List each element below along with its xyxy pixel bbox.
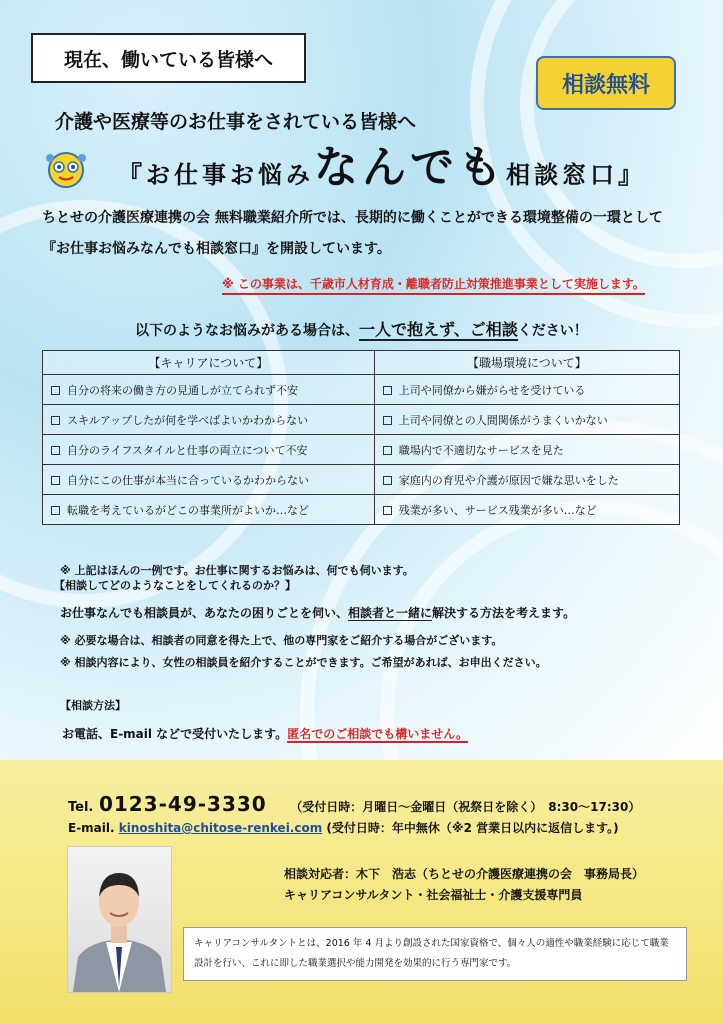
table-cell — [374, 435, 679, 465]
example-note: ※ 上記はほんの一例です。お仕事に関するお悩みは、何でも伺います。 — [60, 564, 414, 577]
person-portrait-icon — [68, 847, 171, 992]
title-close: 相談窓口』 — [506, 161, 646, 189]
subtitle: 介護や医療等のお仕事をされている皆様へ — [55, 111, 417, 133]
answer-emphasis: 相談者と一緒に — [348, 606, 433, 620]
table-cell — [374, 495, 679, 525]
consult-prompt — [135, 317, 588, 340]
cell-text: 上司や同僚から嫌がらせを受けている — [398, 383, 586, 397]
cell-text: 残業が多い、サービス残業が多い…など — [398, 503, 597, 517]
career-consultant-definition — [183, 927, 687, 981]
table-row — [43, 495, 680, 525]
email-label: E-mail. — [68, 821, 115, 835]
table-row — [43, 375, 680, 405]
checkbox-icon — [51, 386, 60, 395]
table-cell — [43, 405, 375, 435]
definition-line-2: 設計を行い、これに即した職業選択や能力開発を効果的に行う専門家です。 — [194, 958, 517, 969]
cell-text: 自分のライフスタイルと仕事の両立について不安 — [67, 443, 308, 457]
checkbox-icon — [383, 476, 392, 485]
page-title — [118, 140, 646, 193]
staff-info — [284, 864, 644, 906]
referral-note: ※ 必要な場合は、相談者の同意を得た上で、他の専門家をご紹介する場合がございます。 — [60, 634, 503, 647]
email-hours: (受付日時：年中無休（※2 営業日以内に返信します。) — [326, 821, 619, 835]
table-cell — [43, 465, 375, 495]
table-header-row — [43, 351, 680, 375]
female-counselor-note: ※ 相談内容により、女性の相談員を紹介することができます。ご希望があれば、お申出ください。 — [60, 656, 547, 669]
service-heading: 【相談してどのようなことをしてくれるのか？】 — [54, 579, 296, 592]
cell-text: 自分にこの仕事が本当に合っているかわからない — [67, 473, 309, 487]
checkbox-icon — [51, 416, 60, 425]
cell-text: 職場内で不適切なサービスを見た — [398, 443, 564, 457]
cell-text: 家庭内の育児や介護が原因で嫌な思いをした — [398, 473, 619, 487]
checkbox-icon — [383, 506, 392, 515]
concerns-table — [42, 350, 680, 525]
table-cell — [374, 375, 679, 405]
table-header-workplace: 【職場環境について】 — [374, 351, 679, 375]
answer-after: 解決する方法を考えます。 — [432, 606, 576, 620]
checkbox-icon — [383, 386, 392, 395]
table-row — [43, 405, 680, 435]
staff-photo — [67, 846, 172, 993]
mascot-icon — [44, 150, 88, 190]
tel-hours: （受付日時：月曜日〜金曜日（祝祭日を除く） 8:30〜17:30） — [290, 800, 641, 814]
table-row — [43, 435, 680, 465]
cell-text: 上司や同僚との人間関係がうまくいかない — [398, 413, 608, 427]
project-note: ※ この事業は、千歳市人材育成・離職者防止対策推進事業として実施します。 — [222, 275, 645, 295]
method-before: お電話、E-mail などで受付いたします。 — [62, 727, 288, 741]
cell-text: スキルアップしたが何を学べばよいかわからない — [67, 413, 309, 427]
tel-label: Tel. — [68, 800, 94, 815]
table-cell — [43, 495, 375, 525]
target-audience-badge: 現在、働いている皆様へ — [31, 33, 306, 83]
checkbox-icon — [51, 506, 60, 515]
title-emphasis: なんでも — [314, 142, 506, 193]
email-link[interactable]: kinoshita@chitose-renkei.com — [118, 821, 323, 835]
checkbox-icon — [51, 476, 60, 485]
consult-prompt-emphasis: 一人で抱えず、ご相談 — [359, 320, 518, 339]
answer-before: お仕事なんでも相談員が、あなたの困りごとを伺い、 — [60, 606, 349, 620]
cell-text: 転職を考えているがどこの事業所がよいか…など — [67, 503, 309, 517]
service-answer — [60, 604, 575, 621]
intro-line-1: ちとせの介護医療連携の会 無料職業紹介所では、長期的に働くことができる環境整備の一環として — [42, 210, 663, 226]
method-text — [62, 725, 468, 742]
tel-number[interactable]: 0123-49-3330 — [98, 792, 267, 816]
table-cell — [374, 465, 679, 495]
method-heading: 【相談方法】 — [60, 699, 126, 712]
email-contact — [68, 819, 619, 836]
staff-qualifications: キャリアコンサルタント・社会福祉士・介護支援専門員 — [284, 888, 583, 902]
table-row — [43, 465, 680, 495]
consult-prompt-before: 以下のようなお悩みがある場合は、 — [135, 323, 359, 339]
table-cell — [374, 405, 679, 435]
table-cell — [43, 375, 375, 405]
anonymous-note: 匿名でのご相談でも構いません。 — [287, 727, 468, 741]
phone-contact — [68, 792, 640, 816]
intro-line-2: 『お仕事お悩みなんでも相談窓口』を開設しています。 — [42, 241, 391, 257]
table-cell — [43, 435, 375, 465]
free-consultation-badge: 相談無料 — [536, 56, 676, 110]
consult-prompt-after: ください！ — [517, 323, 588, 339]
definition-line-1: キャリアコンサルタントとは、2016 年 4 月より創設された国家資格で、個々人の適性や職業経験に応じて職業 — [194, 938, 669, 949]
staff-name: 相談対応者：木下 浩志（ちとせの介護医療連携の会 事務局長） — [284, 867, 645, 881]
table-header-career: 【キャリアについて】 — [43, 351, 375, 375]
checkbox-icon — [51, 446, 60, 455]
checkbox-icon — [383, 446, 392, 455]
title-open: 『お仕事お悩み — [118, 161, 314, 189]
cell-text: 自分の将来の働き方の見通しが立てられず不安 — [67, 383, 298, 397]
checkbox-icon — [383, 416, 392, 425]
